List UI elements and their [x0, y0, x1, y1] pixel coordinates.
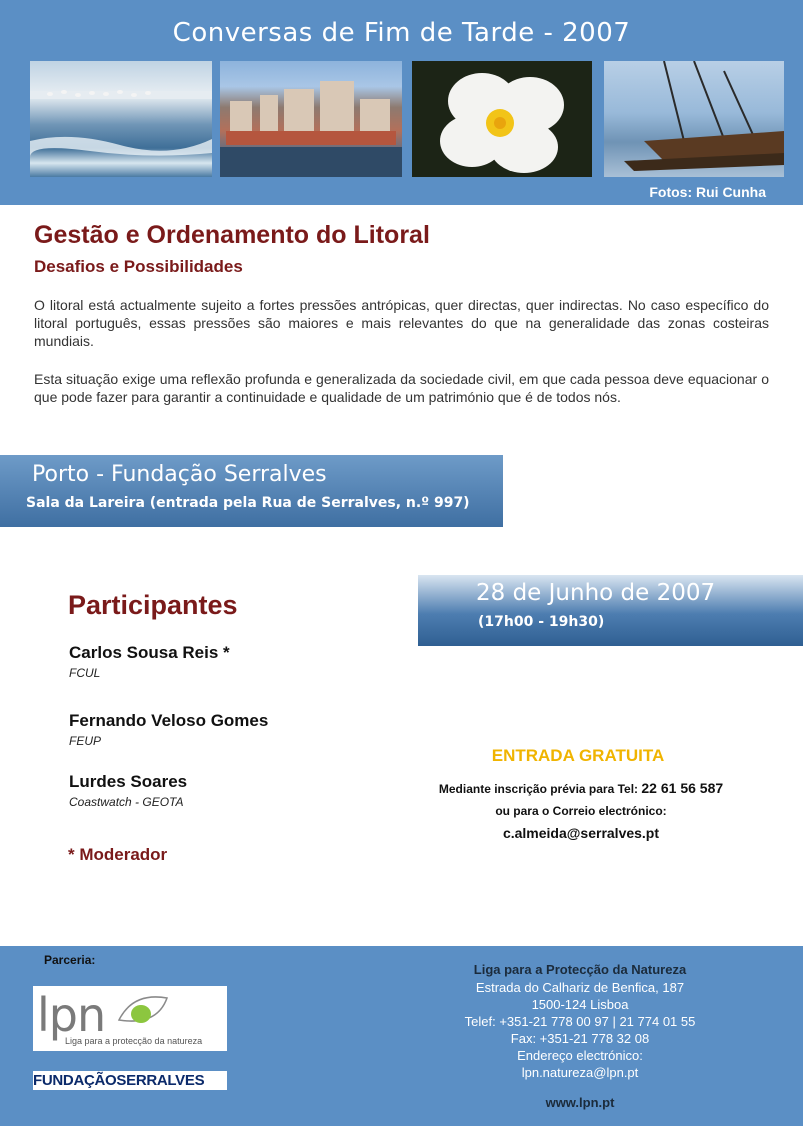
org-website-link[interactable]: www.lpn.pt — [545, 1095, 615, 1110]
partnership-label: Parceria: — [44, 953, 96, 967]
org-email-link[interactable]: lpn.natureza@lpn.pt — [521, 1065, 639, 1080]
photo-rabelo-boats — [604, 61, 784, 177]
lpn-logo[interactable] — [33, 986, 227, 1051]
org-address-line: Estrada do Calhariz de Benfica, 187 — [475, 980, 685, 995]
photo-credit: Fotos: Rui Cunha — [649, 184, 766, 200]
event-date: 28 de Junho de 2007 — [476, 580, 716, 606]
venue-title: Porto - Fundação Serralves — [32, 462, 327, 487]
participants-title: Participantes — [68, 590, 238, 620]
lpn-logo-tagline: Liga para a protecção da natureza — [65, 1036, 203, 1046]
page-subtitle: Desafios e Possibilidades — [34, 257, 243, 276]
participant-org: FEUP — [69, 734, 102, 748]
photo-porto-city-art — [220, 61, 402, 177]
venue-subtitle: Sala da Lareira (entrada pela Rua de Serralves, n.º 997) — [26, 495, 470, 511]
free-entry-headline: ENTRADA GRATUITA — [491, 746, 665, 765]
participant-name: Lurdes Soares — [69, 772, 188, 791]
event-hours: (17h00 - 19h30) — [478, 614, 605, 630]
photo-coast-birds-art — [30, 61, 212, 177]
photo-coast-birds — [30, 61, 212, 177]
participant-org: Coastwatch - GEOTA — [69, 795, 184, 809]
org-name: Liga para a Protecção da Natureza — [473, 962, 687, 977]
boats-art — [604, 61, 784, 177]
flower-art — [412, 61, 592, 177]
page-title: Gestão e Ordenamento do Litoral — [34, 221, 430, 249]
registration-email-label: ou para o Correio electrónico: — [495, 804, 667, 818]
photo-porto-city — [220, 61, 402, 177]
intro-paragraph-2: Esta situação exige uma reflexão profunda e generalizada da sociedade civil, em que cada pessoa deve equacionar o que pode fazer para garantir a continuidade e qualidade de um património que é de todos nós. — [34, 371, 769, 405]
serralves-logo[interactable]: FUNDAÇÃOSERRALVES — [33, 1071, 227, 1090]
registration-prefix: Mediante inscrição prévia para Tel: — [438, 782, 642, 796]
lpn-logo-text: lpn — [37, 988, 106, 1042]
participant-org: FCUL — [69, 666, 101, 680]
leaf-icon — [113, 990, 173, 1030]
registration-line — [418, 780, 744, 796]
org-address-line: 1500-124 Lisboa — [531, 997, 629, 1012]
registration-phone[interactable]: 22 61 56 587 — [641, 780, 724, 796]
event-series-title: Conversas de Fim de Tarde - 2007 — [172, 18, 631, 48]
registration-email-link[interactable]: c.almeida@serralves.pt — [502, 825, 660, 841]
org-fax-line: Fax: +351-21 778 32 08 — [510, 1031, 650, 1046]
intro-paragraph-1: O litoral está actualmente sujeito a fortes pressões antrópicas, quer directas, quer indirectas. No caso específico do litoral português, essas pressões são maiores e mais relevantes do que na generalidade das zonas costeiras mundiais. — [34, 297, 769, 349]
moderator-note: * Moderador — [68, 845, 168, 864]
participant-name: Carlos Sousa Reis * — [69, 643, 230, 662]
org-email-label: Endereço electrónico: — [517, 1048, 643, 1063]
org-phone-line: Telef: +351-21 778 00 97 | 21 774 01 55 — [464, 1014, 696, 1029]
participant-name: Fernando Veloso Gomes — [69, 711, 269, 730]
photo-white-flower — [412, 61, 592, 177]
